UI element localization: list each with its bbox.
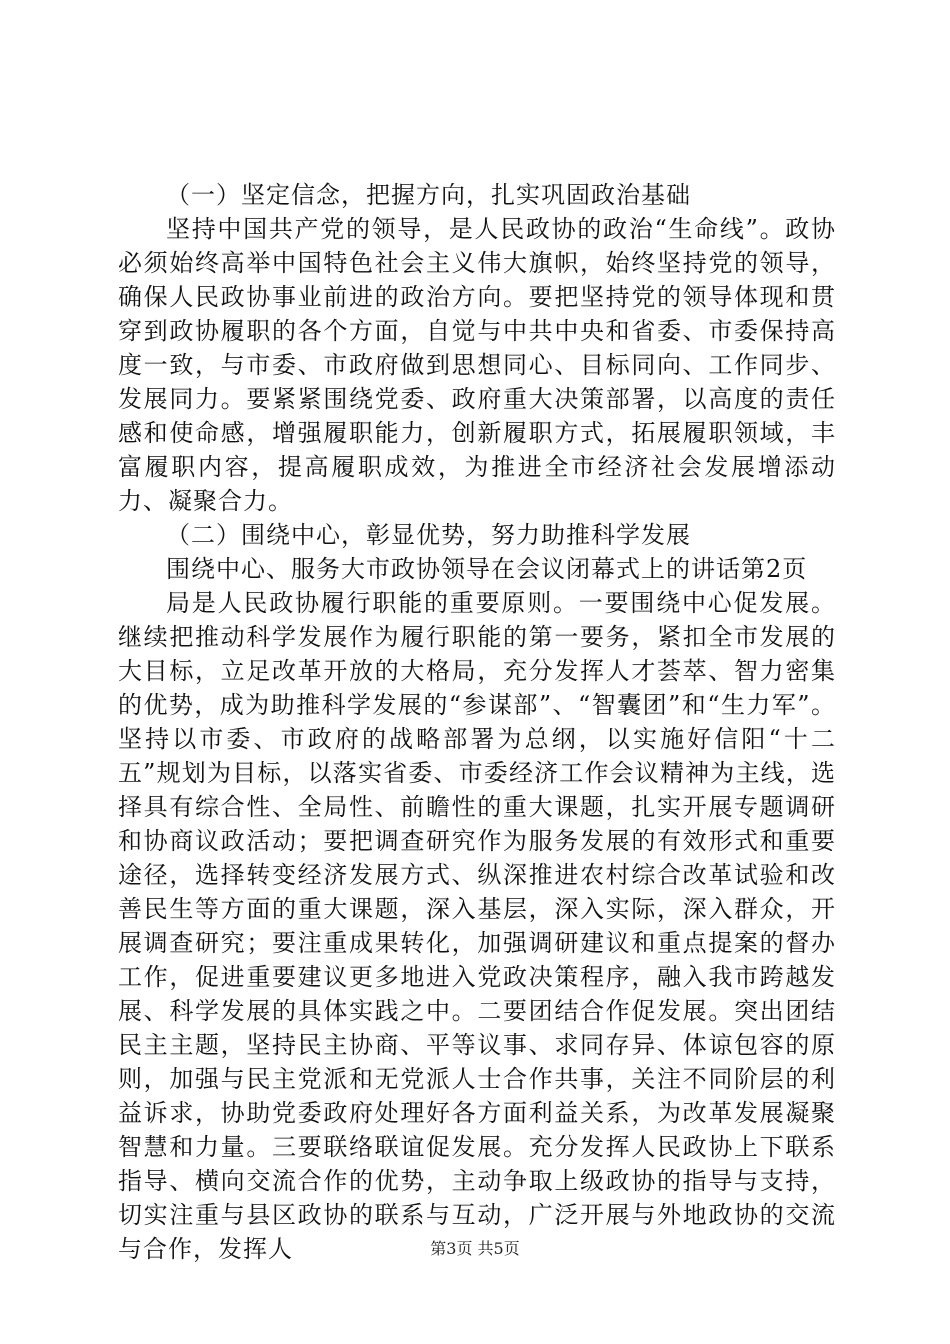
paragraph-3: 局是人民政协履行职能的重要原则。一要围绕中心促发展。继续把推动科学发展作为履行职能的第一要务，紧扣全市发展的大目标，立足改革开放的大格局，充分发挥人才荟萃、智力密集的优势，成为助推科学发展的“参谋部”、“智囊团”和“生力军”。坚持以市委、市政府的战略部署为总纲，以实施好信阳“十二五”规划为目标，以落实省委、市委经济工作会议精神为主线，选择具有综合性、全局性、前瞻性的重大课题，扎实开展专题调研和协商议政活动；要把调查研究作为服务发展的有效形式和重要途径，选择转变经济发展方式、纵深推进农村综合改革试验和改善民生等方面的重大课题，深入基层，深入实际，深入群众，开展调查研究；要注重成果转化，加强调研建议和重点提案的督办工作，促进重要建议更多地进入党政决策程序，融入我市跨越发展、科学发展的具体实践之中。二要团结合作促发展。突出团结民主主题，坚持民主协商、平等议事、求同存异、体谅包容的原则，加强与民主党派和无党派人士合作共事，关注不同阶层的利益诉求，协助党委政府处理好各方面利益关系，为改革发展凝聚智慧和力量。三要联络联谊促发展。充分发挥人民政协上下联系指导、横向交流合作的优势，主动争取上级政协的指导与支持，切实注重与县区政协的联系与互动，广泛开展与外地政协的交流与合作，发挥人 [118,589,836,1263]
paragraph-1: 坚持中国共产党的领导，是人民政协的政治“生命线”。政协必须始终高举中国特色社会主义伟大旗帜，始终坚持党的领导，确保人民政协事业前进的政治方向。要把坚持党的领导体现和贯穿到政协履职的各个方面，自觉与中共中央和省委、市委保持高度一致，与市委、市政府做到思想同心、目标同向、工作同步、发展同力。要紧紧围绕党委、政府重大决策部署，以高度的责任感和使命感，增强履职能力，创新履职方式，拓展履职领域，丰富履职内容，提高履职成效，为推进全市经济社会发展增添动力、凝聚合力。 [118,215,836,515]
paragraph-2: 围绕中心、服务大市政协领导在会议闭幕式上的讲话第2页 [166,555,808,583]
section-heading-1: （一）坚定信念，把握方向，扎实巩固政治基础 [166,181,691,209]
section-heading-2: （二）围绕中心，彰显优势，努力助推科学发展 [166,521,691,549]
page-footer: 第3页 共5页 [430,1239,520,1258]
document-body [118,178,836,1266]
